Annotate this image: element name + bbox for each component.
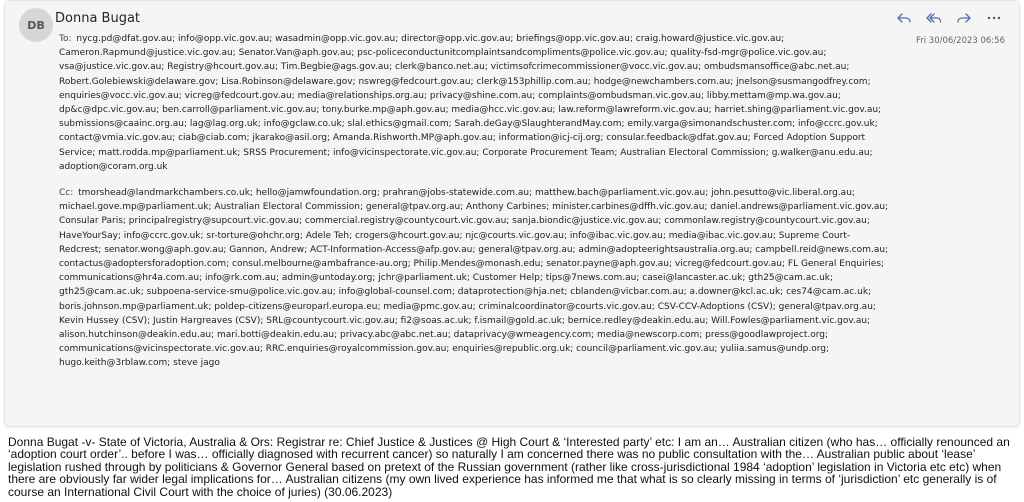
cc-recipient-list[interactable]: tmorshead@landmarkchambers.co.uk; hello@jamwfoundation.org; prahran@jobs-statewide.com.au; matthew.bach@parliament.vic.gov.au; john.pesutto@vic.liberal.org.au; michael.gove.mp@parliament.uk; Australian Electoral Commission; general@tpav.org.au; Anthony Carbines; minister.carbines@dffh.vic.gov.au; daniel.andrews@parliament.vic.gov.au; Consular Paris; principalregistry@supcourt.vic.gov.au; commercial.registry@countycourt.vic.gov.au; sanja.biondic@justice.vic.gov.au; commonlaw.registry@countycourt.vic.gov.au; HaveYourSay; info@ccrc.gov.uk; sr-torture@ohchr.org; Adele Teh; crogers@hcourt.gov.au; njc@courts.vic.gov.au; info@ibac.vic.gov.au; media@ibac.vic.gov.au; Supreme Court-Redcrest; senator.wong@aph.gov.au; Gannon, Andrew; ACT-Information-Access@afp.gov.au; general@tpav.org.au; admin@adopteerightsaustralia.org.au; campbell.reid@news.com.au; contactus@adoptersforadoption.com; consul.melbourne@ambafrance-au.org; Philip.Mendes@monash.edu; senator.payne@aph.gov.au; vicreg@fedcourt.gov.au; FL General Enquiries; communications@hr4a.com.au; info@rk.com.au; admin@untoday.org; jchr@parliament.uk; Customer Help; tips@7news.com.au; casei@lancaster.ac.uk; gth25@cam.ac.uk; gth25@cam.ac.uk; subpoena-service-smu@police.vic.gov.au; info@global-counsel.com; dataprotection@hja.net; cblanden@vicbar.com.au; a.downer@kcl.ac.uk; ces74@cam.ac.uk; boris.johnson.mp@parliament.uk; poldep-citizens@europarl.europa.eu; media@pmc.gov.au; criminalcoordinator@courts.vic.gov.au; CSV-CCV-Adoptions (CSV); general@tpav.org.au; Kevin Hussey (CSV); Justin Hargreaves (CSV); SRL@countycourt.vic.gov.au; fi2@soas.ac.uk; f.ismail@gold.ac.uk; bernice.redley@deakin.edu.au; Will.Fowles@parliament.vic.gov.au; alison.hutchinson@deakin.edu.au; mari.botti@deakin.edu.au; privacy.abc@abc.net.au; dataprivacy@wmeagency.com; media@newscorp.com; press@goodlawproject.org; communications@vicinspectorate.vic.gov.au; RRC.enquiries@royalcommission.gov.au; enquiries@republic.org.uk; council@parliament.vic.gov.au; yuliia.samus@undp.org; hugo.keith@3rblaw.com; steve jago — [59, 188, 889, 369]
cc-recipients[interactable] — [59, 186, 889, 371]
cc-label: Cc: — [59, 188, 74, 198]
reply-icon — [896, 10, 912, 26]
avatar: DB — [19, 8, 53, 42]
email-message-card — [4, 0, 1020, 427]
reply-all-icon — [926, 10, 942, 26]
more-options-button[interactable] — [983, 7, 1005, 29]
sender-name[interactable]: Donna Bugat — [55, 11, 141, 26]
message-body: Donna Bugat -v- State of Victoria, Australia & Ors: Registrar re: Chief Justice & Justices @ High Court & ‘Interested party’ etc: I am an… Australian citizen (who has… officially renounced an ‘adoption court order’.. before I was… officially diagnosed with recurrent cancer) so naturally I am concerned there was no public consultation with the… Australian public about ‘lease’ legislation rushed through by politicians & Governor General based on pretext of the Russian government (rather like cross-jurisdictional 1984 ‘adoption’ legislation in Victoria etc etc) when there are obviously far wider legal implications for… Australian citizens (my own lived experience has informed me that what is so clearly missing in terms of ‘jurisdiction’ etc generally is of course an International Civil Court with the choice of juries) (30.06.2023) — [8, 435, 1010, 499]
reply-all-button[interactable] — [923, 7, 945, 29]
message-date: Fri 30/06/2023 06:56 — [915, 36, 1005, 46]
reply-button[interactable] — [893, 7, 915, 29]
forward-icon — [956, 10, 972, 26]
to-label: To: — [59, 34, 72, 44]
forward-button[interactable] — [953, 7, 975, 29]
more-icon — [986, 10, 1002, 26]
to-recipient-list[interactable]: nycg.pd@dfat.gov.au; info@opp.vic.gov.au; wasadmin@opp.vic.gov.au; director@opp.vic.gov.au; briefings@opp.vic.gov.au; craig.howard@justice.vic.gov.au; Cameron.Rapmund@justice.vic.gov.au; Senator.Van@aph.gov.au; psc-policeconductunitcomplaintsandcompliments@police.vic.gov.au; quality-fsd-mgr@police.vic.gov.au; vsa@justice.vic.gov.au; Registry@hcourt.gov.au; Tim.Begbie@ags.gov.au; clerk@banco.net.au; victimsofcrimecommissioner@vocc.vic.gov.au; ombudsmansoffice@abc.net.au; Robert.Golebiewski@delaware.gov; Lisa.Robinson@delaware.gov; nswreg@fedcourt.gov.au; clerk@153phillip.com.au; hodge@newchambers.com.au; jnelson@susmangodfrey.com; enquiries@vocc.vic.gov.au; vicreg@fedcourt.gov.au; media@relationships.org.au; privacy@shine.com.au; complaints@ombudsman.vic.gov.au; libby.mettam@mp.wa.gov.au; dp&c@dpc.vic.gov.au; ben.carroll@parliament.vic.gov.au; tony.burke.mp@aph.gov.au; media@hcc.vic.gov.au; law.reform@lawreform.vic.gov.au; harriet.shing@parliament.vic.gov.au; submissions@caainc.org.au; lag@lag.org.uk; info@gclaw.co.uk; slal.ethics@gmail.com; Sarah.deGay@SlaughterandMay.com; emily.varga@simonandschuster.com; info@ccrc.gov.uk; contact@vmia.vic.gov.au; ciab@ciab.com; jkarako@asil.org; Amanda.Rishworth.MP@aph.gov.au; information@icj-cij.org; consular.feedback@dfat.gov.au; Forced Adoption Support Service; matt.rodda.mp@parliament.uk; SRSS Procurement; info@vicinspectorate.vic.gov.au; Corporate Procurement Team; Australian Electoral Commission; g.walker@anu.edu.au; adoption@coram.org.uk — [59, 34, 882, 172]
to-recipients[interactable] — [59, 32, 889, 174]
message-actions — [893, 7, 1005, 29]
